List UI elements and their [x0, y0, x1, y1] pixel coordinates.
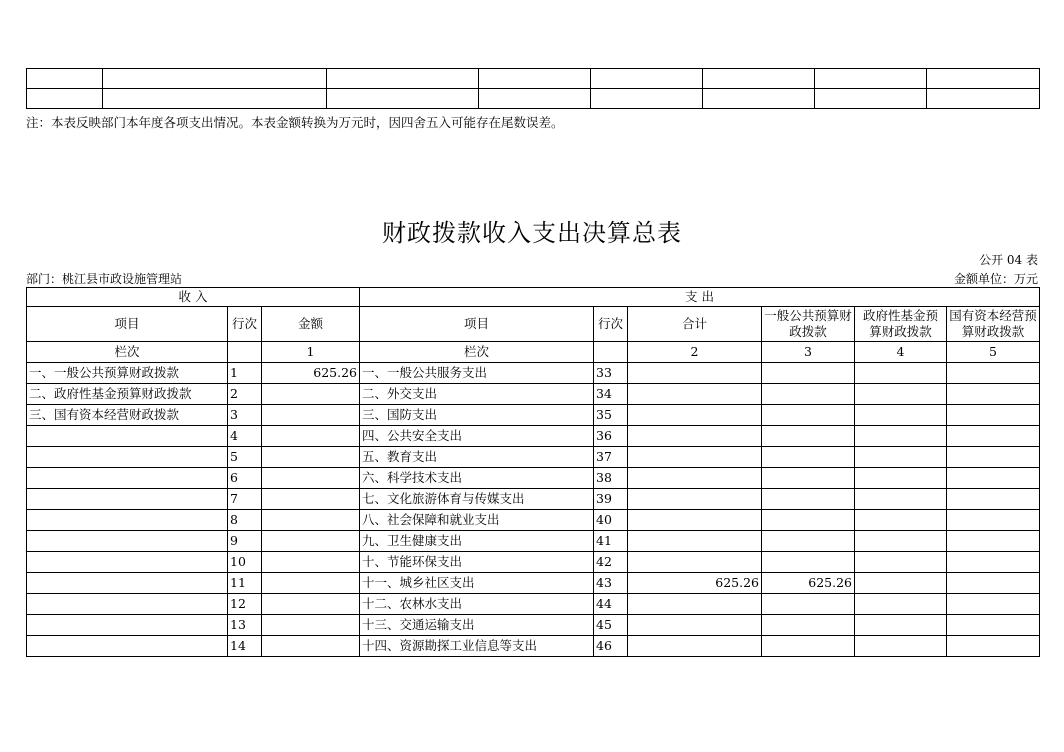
table-row	[27, 405, 1040, 426]
gov-fund-cell	[855, 615, 947, 636]
income-item-header: 项目	[27, 307, 228, 342]
expense-item-cell: 六、科学技术支出	[360, 468, 594, 489]
income-row-no-cell: 10	[228, 552, 262, 573]
income-item-cell	[27, 594, 228, 615]
income-row-no-cell: 6	[228, 468, 262, 489]
column-index-5: 5	[947, 342, 1040, 363]
income-amount-cell	[262, 468, 360, 489]
expense-item-cell: 十一、城乡社区支出	[360, 573, 594, 594]
income-row-no-cell: 4	[228, 426, 262, 447]
expense-row-no-cell: 35	[594, 405, 628, 426]
income-row-no-cell: 9	[228, 531, 262, 552]
income-amount-cell	[262, 531, 360, 552]
gov-fund-cell	[855, 531, 947, 552]
state-capital-cell	[947, 636, 1040, 657]
general-budget-cell	[762, 363, 855, 384]
income-item-cell	[27, 531, 228, 552]
gov-fund-cell	[855, 426, 947, 447]
income-amount-header: 金额	[262, 307, 360, 342]
header-row-sections	[27, 288, 1040, 307]
income-amount-cell	[262, 405, 360, 426]
expense-row-no-cell: 34	[594, 384, 628, 405]
total-cell	[628, 384, 762, 405]
income-amount-cell	[262, 384, 360, 405]
general-budget-cell	[762, 510, 855, 531]
expense-row-no-cell: 42	[594, 552, 628, 573]
gov-fund-cell	[855, 363, 947, 384]
table-row	[27, 594, 1040, 615]
state-capital-cell	[947, 573, 1040, 594]
table-row	[27, 426, 1040, 447]
expense-item-cell: 十三、交通运输支出	[360, 615, 594, 636]
expense-row-no-cell: 33	[594, 363, 628, 384]
table-row	[27, 573, 1040, 594]
total-cell	[628, 489, 762, 510]
state-capital-cell	[947, 405, 1040, 426]
expense-item-cell: 三、国防支出	[360, 405, 594, 426]
income-row-no-cell: 13	[228, 615, 262, 636]
expense-item-cell: 二、外交支出	[360, 384, 594, 405]
income-row-no-cell: 14	[228, 636, 262, 657]
income-item-cell	[27, 615, 228, 636]
general-budget-cell	[762, 447, 855, 468]
expense-item-cell: 七、文化旅游体育与传媒支出	[360, 489, 594, 510]
general-budget-cell	[762, 636, 855, 657]
income-amount-cell	[262, 510, 360, 531]
gov-fund-cell	[855, 573, 947, 594]
expense-row-no-cell: 44	[594, 594, 628, 615]
expense-section-header: 支 出	[360, 288, 1040, 307]
total-cell	[628, 363, 762, 384]
general-budget-cell	[762, 405, 855, 426]
income-row-no-cell: 1	[228, 363, 262, 384]
expense-item-header: 项目	[360, 307, 594, 342]
income-amount-cell	[262, 636, 360, 657]
total-cell	[628, 405, 762, 426]
state-capital-cell	[947, 384, 1040, 405]
income-row-no-cell: 2	[228, 384, 262, 405]
total-cell	[628, 468, 762, 489]
state-capital-cell	[947, 531, 1040, 552]
expense-item-cell: 四、公共安全支出	[360, 426, 594, 447]
income-item-cell	[27, 573, 228, 594]
page-title: 财政拨款收入支出决算总表	[382, 219, 682, 247]
table-row	[27, 69, 1040, 89]
total-cell	[628, 552, 762, 573]
income-item-cell	[27, 447, 228, 468]
gov-fund-cell	[855, 636, 947, 657]
department-label: 部门：桃江县市政设施管理站	[26, 272, 183, 286]
state-capital-cell	[947, 615, 1040, 636]
income-section-header: 收 入	[27, 288, 360, 307]
total-cell	[628, 531, 762, 552]
income-amount-cell: 625.26	[262, 363, 360, 384]
general-budget-cell	[762, 426, 855, 447]
expense-item-cell: 十二、农林水支出	[360, 594, 594, 615]
income-amount-cell	[262, 552, 360, 573]
income-amount-cell	[262, 594, 360, 615]
table-row	[27, 615, 1040, 636]
gov-fund-cell	[855, 552, 947, 573]
total-cell	[628, 636, 762, 657]
expense-item-cell: 一、一般公共服务支出	[360, 363, 594, 384]
state-capital-cell	[947, 468, 1040, 489]
state-capital-cell	[947, 363, 1040, 384]
gov-fund-cell	[855, 447, 947, 468]
table-row	[27, 636, 1040, 657]
state-capital-cell	[947, 594, 1040, 615]
total-cell	[628, 447, 762, 468]
expense-row-no-cell: 43	[594, 573, 628, 594]
general-budget-header: 一般公共预算财政拨款	[762, 307, 855, 342]
income-amount-cell	[262, 573, 360, 594]
income-item-cell	[27, 636, 228, 657]
expense-item-cell: 五、教育支出	[360, 447, 594, 468]
previous-table-fragment	[26, 68, 1040, 109]
expense-item-cell: 八、社会保障和就业支出	[360, 510, 594, 531]
column-label: 栏次	[27, 342, 228, 363]
gov-fund-header: 政府性基金预算财政拨款	[855, 307, 947, 342]
general-budget-cell	[762, 384, 855, 405]
income-amount-cell	[262, 615, 360, 636]
income-row-no-cell: 7	[228, 489, 262, 510]
income-item-cell	[27, 468, 228, 489]
expense-item-cell: 十、节能环保支出	[360, 552, 594, 573]
general-budget-cell	[762, 594, 855, 615]
expense-row-no-cell: 40	[594, 510, 628, 531]
header-row-columns	[27, 307, 1040, 342]
budget-summary-table	[26, 287, 1040, 657]
expense-row-no-cell: 36	[594, 426, 628, 447]
income-row-no-cell: 8	[228, 510, 262, 531]
gov-fund-cell	[855, 468, 947, 489]
gov-fund-cell	[855, 489, 947, 510]
general-budget-cell	[762, 468, 855, 489]
table-row	[27, 447, 1040, 468]
general-budget-cell	[762, 615, 855, 636]
state-capital-cell	[947, 426, 1040, 447]
total-cell	[628, 594, 762, 615]
column-index-4: 4	[855, 342, 947, 363]
general-budget-cell	[762, 552, 855, 573]
table-row	[27, 531, 1040, 552]
total-cell: 625.26	[628, 573, 762, 594]
income-amount-cell	[262, 447, 360, 468]
income-amount-cell	[262, 489, 360, 510]
income-item-cell: 二、政府性基金预算财政拨款	[27, 384, 228, 405]
income-row-no-cell: 12	[228, 594, 262, 615]
expense-row-no-cell: 41	[594, 531, 628, 552]
gov-fund-cell	[855, 384, 947, 405]
state-capital-cell	[947, 552, 1040, 573]
income-item-cell: 三、国有资本经营财政拨款	[27, 405, 228, 426]
column-index-2: 2	[628, 342, 762, 363]
header-row-column-index	[27, 342, 1040, 363]
general-budget-cell	[762, 489, 855, 510]
total-cell	[628, 510, 762, 531]
state-capital-cell	[947, 447, 1040, 468]
income-item-cell	[27, 489, 228, 510]
income-row-no-cell: 11	[228, 573, 262, 594]
column-index-1: 1	[262, 342, 360, 363]
expense-row-no-cell: 39	[594, 489, 628, 510]
income-amount-cell	[262, 426, 360, 447]
table-row	[27, 363, 1040, 384]
state-capital-header: 国有资本经营预算财政拨款	[947, 307, 1040, 342]
general-budget-cell: 625.26	[762, 573, 855, 594]
expense-row-no-header: 行次	[594, 307, 628, 342]
total-cell	[628, 426, 762, 447]
income-item-cell: 一、一般公共预算财政拨款	[27, 363, 228, 384]
general-budget-cell	[762, 531, 855, 552]
gov-fund-cell	[855, 594, 947, 615]
table-row	[27, 510, 1040, 531]
total-header: 合计	[628, 307, 762, 342]
expense-row-no-cell: 46	[594, 636, 628, 657]
income-row-no-cell: 3	[228, 405, 262, 426]
state-capital-cell	[947, 489, 1040, 510]
expense-row-no-cell: 45	[594, 615, 628, 636]
column-label: 栏次	[360, 342, 594, 363]
total-cell	[628, 615, 762, 636]
expense-item-cell: 十四、资源勘探工业信息等支出	[360, 636, 594, 657]
income-item-cell	[27, 510, 228, 531]
table-row	[27, 468, 1040, 489]
table-row	[27, 552, 1040, 573]
table-note: 注：本表反映部门本年度各项支出情况。本表金额转换为万元时，因四舍五入可能存在尾数误差。	[26, 115, 564, 130]
income-item-cell	[27, 552, 228, 573]
income-item-cell	[27, 426, 228, 447]
table-row	[27, 384, 1040, 405]
income-row-no-header: 行次	[228, 307, 262, 342]
state-capital-cell	[947, 510, 1040, 531]
column-index-3: 3	[762, 342, 855, 363]
income-row-no-cell: 5	[228, 447, 262, 468]
table-row	[27, 89, 1040, 109]
expense-row-no-cell: 38	[594, 468, 628, 489]
expense-row-no-cell: 37	[594, 447, 628, 468]
gov-fund-cell	[855, 405, 947, 426]
unit-label: 金额单位：万元	[953, 272, 1038, 286]
table-code: 公开 04 表	[979, 253, 1038, 267]
table-row	[27, 489, 1040, 510]
gov-fund-cell	[855, 510, 947, 531]
expense-item-cell: 九、卫生健康支出	[360, 531, 594, 552]
